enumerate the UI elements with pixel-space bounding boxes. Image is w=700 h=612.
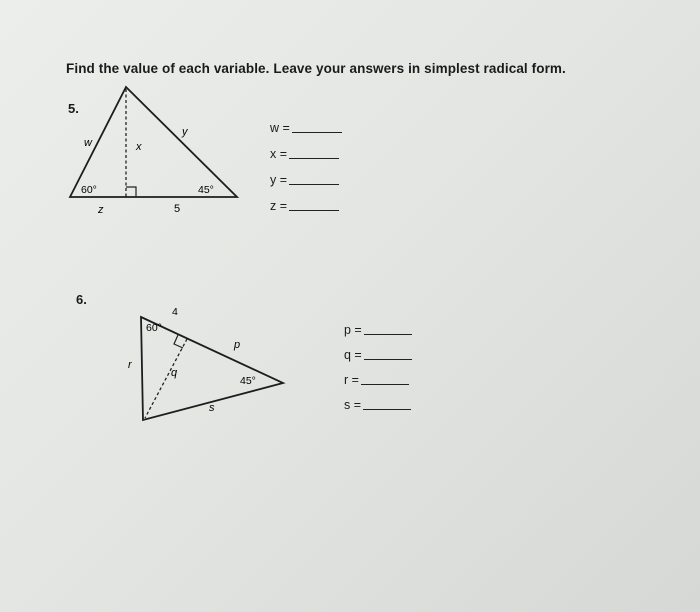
- answer-z: [270, 197, 339, 213]
- answer-y-label: y =: [270, 173, 288, 187]
- answer-x-label: x =: [270, 147, 288, 161]
- problem-6-label-r: r: [128, 359, 132, 371]
- problem-6-triangle: [130, 300, 300, 430]
- problem-5-label-z: z: [98, 204, 104, 216]
- instructions: Find the value of each variable. Leave your answers in simplest radical form.: [66, 61, 566, 76]
- answer-w-label: w =: [270, 121, 290, 135]
- answer-s-label: s =: [344, 398, 362, 412]
- answer-p-blank[interactable]: [364, 334, 412, 335]
- problem-6-number: 6.: [76, 292, 87, 307]
- answer-r: [344, 371, 409, 387]
- problem-5-triangle: [60, 80, 260, 220]
- problem-5-angle-45: 45°: [198, 184, 214, 196]
- answer-s-blank[interactable]: [363, 409, 411, 410]
- problem-6-label-p: p: [234, 339, 241, 351]
- problem-5-angle-60: 60°: [81, 184, 97, 196]
- answer-q: [344, 346, 412, 362]
- answer-p: [344, 321, 412, 337]
- problem-6-label-q: q: [171, 367, 178, 379]
- answer-q-label: q =: [344, 348, 362, 362]
- problem-5-label-x: x: [136, 141, 142, 153]
- problem-5-right-angle-mark: [126, 187, 136, 197]
- answer-q-blank[interactable]: [364, 359, 412, 360]
- problem-5-label-w: w: [84, 137, 92, 149]
- problem-5-triangle-outline: [70, 87, 237, 197]
- answer-z-blank[interactable]: [289, 210, 339, 211]
- answer-x-blank[interactable]: [289, 158, 339, 159]
- problem-5-number: 5.: [68, 101, 79, 116]
- problem-5-label-5: 5: [174, 203, 181, 215]
- answer-p-label: p =: [344, 323, 362, 337]
- answer-r-blank[interactable]: [361, 384, 409, 385]
- problem-6-label-4: 4: [172, 306, 178, 318]
- problem-6-angle-45: 45°: [240, 375, 256, 387]
- answer-r-label: r =: [344, 373, 359, 387]
- answer-z-label: z =: [270, 199, 288, 213]
- answer-w: [270, 119, 342, 135]
- problem-5-label-y: y: [182, 126, 188, 138]
- problem-6-right-angle-mark: [174, 335, 183, 348]
- problem-6-altitude: [145, 339, 187, 418]
- problem-6-label-s: s: [209, 402, 215, 414]
- answer-y-blank[interactable]: [289, 184, 339, 185]
- answer-y: [270, 171, 339, 187]
- answer-w-blank[interactable]: [292, 132, 342, 133]
- answer-s: [344, 396, 411, 412]
- answer-x: [270, 145, 339, 161]
- problem-6-angle-60: 60°: [146, 322, 162, 334]
